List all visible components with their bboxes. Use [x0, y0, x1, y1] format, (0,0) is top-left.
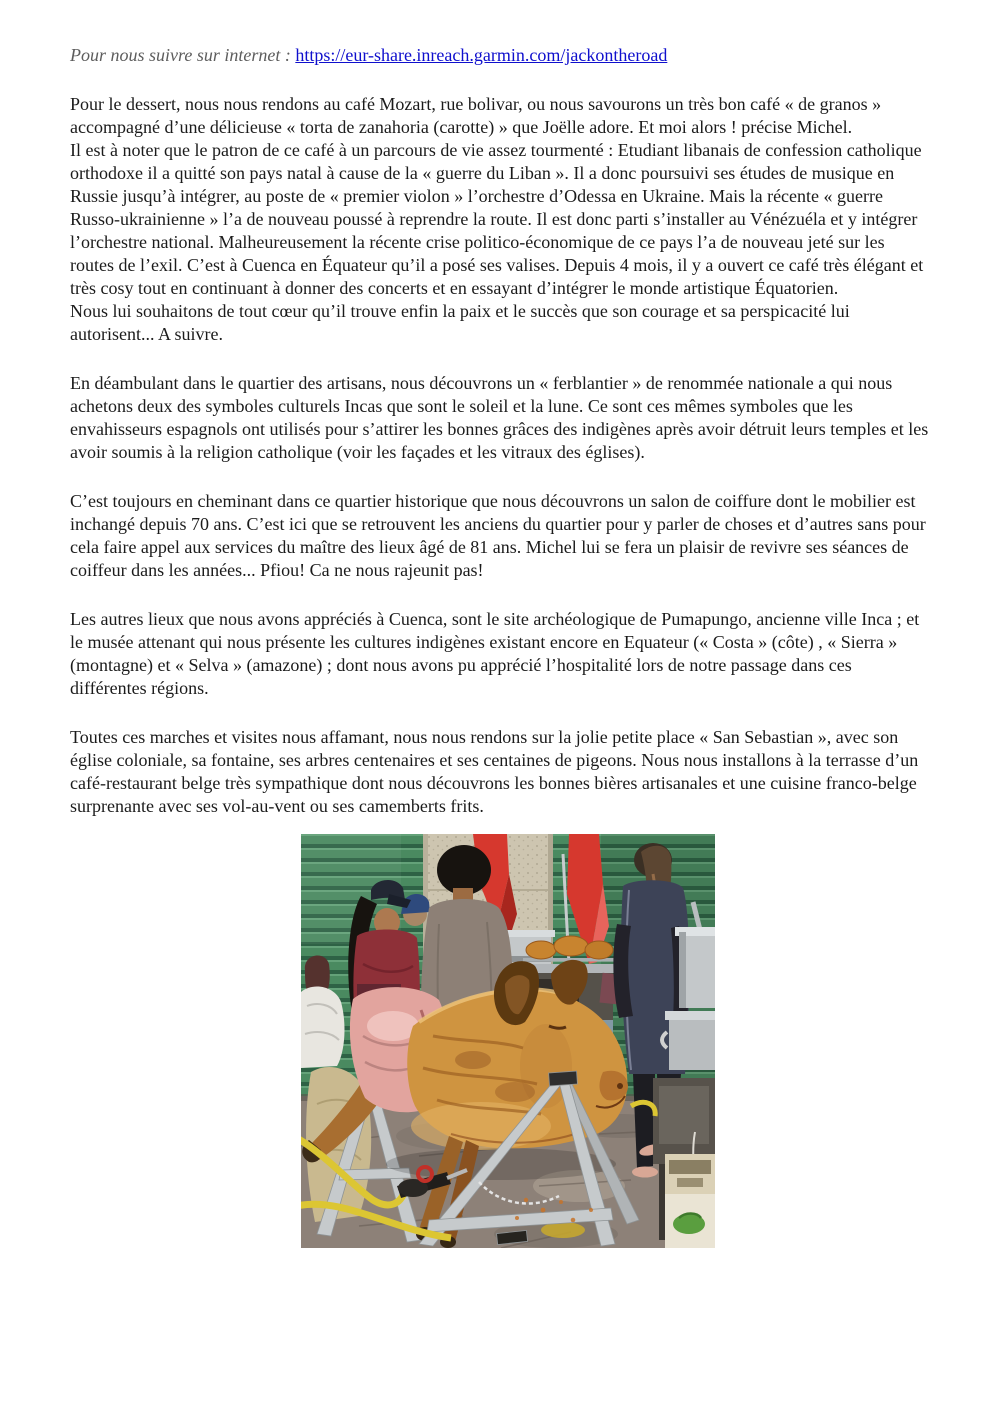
- market-photo: [301, 834, 715, 1248]
- paragraph-line: Il est à noter que le patron de ce café à un parcours de vie assez tourmenté : Etudiant libanais de confession catholique orthodoxe il a quitté son pays natal à cause de la « guerre du Liban ». Il a donc poursuivi ses études de musique en Russie jusqu’à intégrer, au poste de « premier violon » l’orchestre d’Odessa en Ukraine. Mais la récente « guerre Russo-ukrainienne » l’a de nouveau poussé à reprendre la route. Il est donc parti s’installer au Vénézuéla et y intégrer l’orchestre national. Malheureusement la récente crise politico-économique de ce pays l’a de nouveau jeté sur les routes de l’exil. C’est à Cuenca en Équateur qu’il a posé ses valises. Depuis 4 mois, il y a ouvert ce café très élégant et très cosy tout en continuant à donner des concerts et en essayant d’intégrer le monde artistique Équatorien.: [70, 140, 924, 298]
- follow-us-label: Pour nous suivre sur internet :: [70, 45, 296, 65]
- paragraph-salon-coiffure: C’est toujours en cheminant dans ce quartier historique que nous découvrons un salon de coiffure dont le mobilier est inchangé depuis 70 ans. C’est ici que se retrouvent les anciens du quartier pour y parler de choses et d’autres sans pour cela faire appel aux services du maître des lieux âgé de 81 ans. Michel lui se fera un plaisir de revivre ses séances de coiffeur dans les années... Pfiou! Ca ne nous rajeunit pas!: [70, 491, 926, 580]
- paragraph-line: Nous lui souhaitons de tout cœur qu’il trouve enfin la paix et le succès que son courage et sa perspicacité lui autorisent... A suivre.: [70, 301, 850, 344]
- market-photo-illustration: [301, 834, 715, 1248]
- paragraph-cafe-mozart: [70, 93, 932, 346]
- paragraph-ferblantier: En déambulant dans le quartier des artisans, nous découvrons un « ferblantier » de renommée nationale a qui nous achetons deux des symboles culturels Incas que sont le soleil et la lune. Ce sont ces mêmes symboles que les envahisseurs espagnols ont utilisés pour s’attirer les bonnes grâces des indigènes après avoir détruit leurs temples et les avoir soumis à la religion catholique (voir les façades et les vitraux des églises).: [70, 373, 929, 462]
- plastic-bags: [301, 987, 344, 1068]
- follow-us-line: [70, 44, 934, 67]
- garmin-tracking-link[interactable]: https://eur-share.inreach.garmin.com/jackontheroad: [295, 45, 668, 65]
- article-body: [70, 93, 932, 818]
- paragraph-line: Pour le dessert, nous nous rendons au café Mozart, rue bolivar, ou nous savourons un très bon café « de granos » accompagné d’une délicieuse « torta de zanahoria (carotte) » que Joëlle adore. Et moi alors ! précise Michel.: [70, 94, 882, 137]
- paragraph-pumapungo: Les autres lieux que nous avons appréciés à Cuenca, sont le site archéologique de Pumapungo, ancienne ville Inca ; et le musée attenant qui nous présente les cultures indigènes existant encore en Equateur (« Costa » (côte) , « Sierra » (montagne) et « Selva » (amazone) ; dont nous avons pu apprécié l’hospitalité lors de notre passage dans ces différentes régions.: [70, 609, 920, 698]
- cardboard-box: [665, 1154, 715, 1248]
- paragraph-san-sebastian: Toutes ces marches et visites nous affamant, nous nous rendons sur la jolie petite place « San Sebastian », avec son église coloniale, sa fontaine, ses arbres centenaires et ses centaines de pigeons. Nous nous installons à la terrasse d’un café-restaurant belge très sympathique dont nous découvrons les bonnes bières artisanales et une cuisine franco-belge surprenante avec ses vol-au-vent ou ses camemberts frits.: [70, 727, 919, 816]
- beige-shoe: [632, 1167, 658, 1178]
